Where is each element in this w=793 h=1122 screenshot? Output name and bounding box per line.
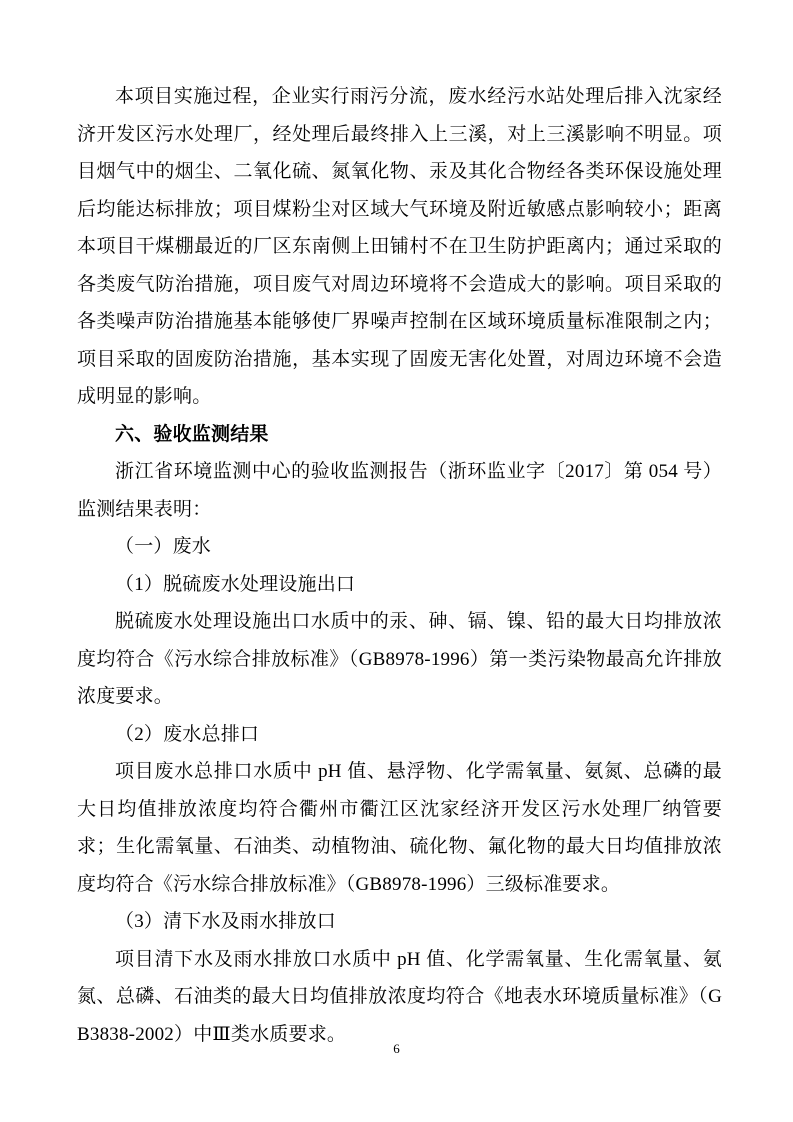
- item-heading-main-wastewater-outlet: （2）废水总排口: [115, 723, 260, 745]
- section-heading-acceptance-results: 六、验收监测结果: [115, 423, 269, 445]
- paragraph-main-wastewater-outlet: 项目废水总排口水质中 pH 值、悬浮物、化学需氧量、氨氮、总磷的最大日均值排放浓度均符合衢州市衢江区沈家经济开发区污水处理厂纳管要求；生化需氧量、石油类、动植物油、硫化物、氟化物的最大日均值排放浓度均符合《污水综合排放标准》（GB8978-1996）三级标准要求。: [77, 761, 722, 895]
- paragraph-conclusion-summary: 本项目实施过程，企业实行雨污分流，废水经污水站处理后排入沈家经济开发区污水处理厂，经处理后最终排入上三溪，对上三溪影响不明显。项目烟气中的烟尘、二氧化硫、氮氧化物、汞及其化合物经各类环保设施处理后均能达标排放；项目煤粉尘对区域大气环境及附近敏感点影响较小；距离本项目干煤棚最近的厂区东南侧上田铺村不在卫生防护距离内；通过采取的各类废气防治措施，项目废气对周边环境将不会造成大的影响。项目采取的各类噪声防治措施基本能够使厂界噪声控制在区域环境质量标准限制之内；项目采取的固废防治措施，基本实现了固废无害化处置，对周边环境不会造成明显的影响。: [77, 86, 722, 407]
- paragraph-clean-rainwater-outlet: 项目清下水及雨水排放口水质中 pH 值、化学需氧量、生化需氧量、氨氮、总磷、石油类的最大日均值排放浓度均符合《地表水环境质量标准》（GB3838-2002）中Ⅲ类水质要求。: [77, 948, 722, 1045]
- item-heading-clean-rainwater-outlet: （3）清下水及雨水排放口: [115, 911, 336, 932]
- page-number: 6: [393, 1041, 400, 1056]
- item-heading-desulfurization-outlet: （1）脱硫废水处理设施出口: [115, 573, 356, 595]
- subsection-heading-wastewater: （一）废水: [115, 536, 212, 557]
- paragraph-desulfurization-outlet: 脱硫废水处理设施出口水质中的汞、砷、镉、镍、铅的最大日均排放浓度均符合《污水综合排放标准》（GB8978-1996）第一类污染物最高允许排放浓度要求。: [77, 611, 722, 707]
- document-content: [77, 78, 722, 1053]
- paragraph-monitoring-report-ref: 浙江省环境监测中心的验收监测报告（浙环监业字〔2017〕第 054 号）监测结果表明：: [77, 461, 722, 520]
